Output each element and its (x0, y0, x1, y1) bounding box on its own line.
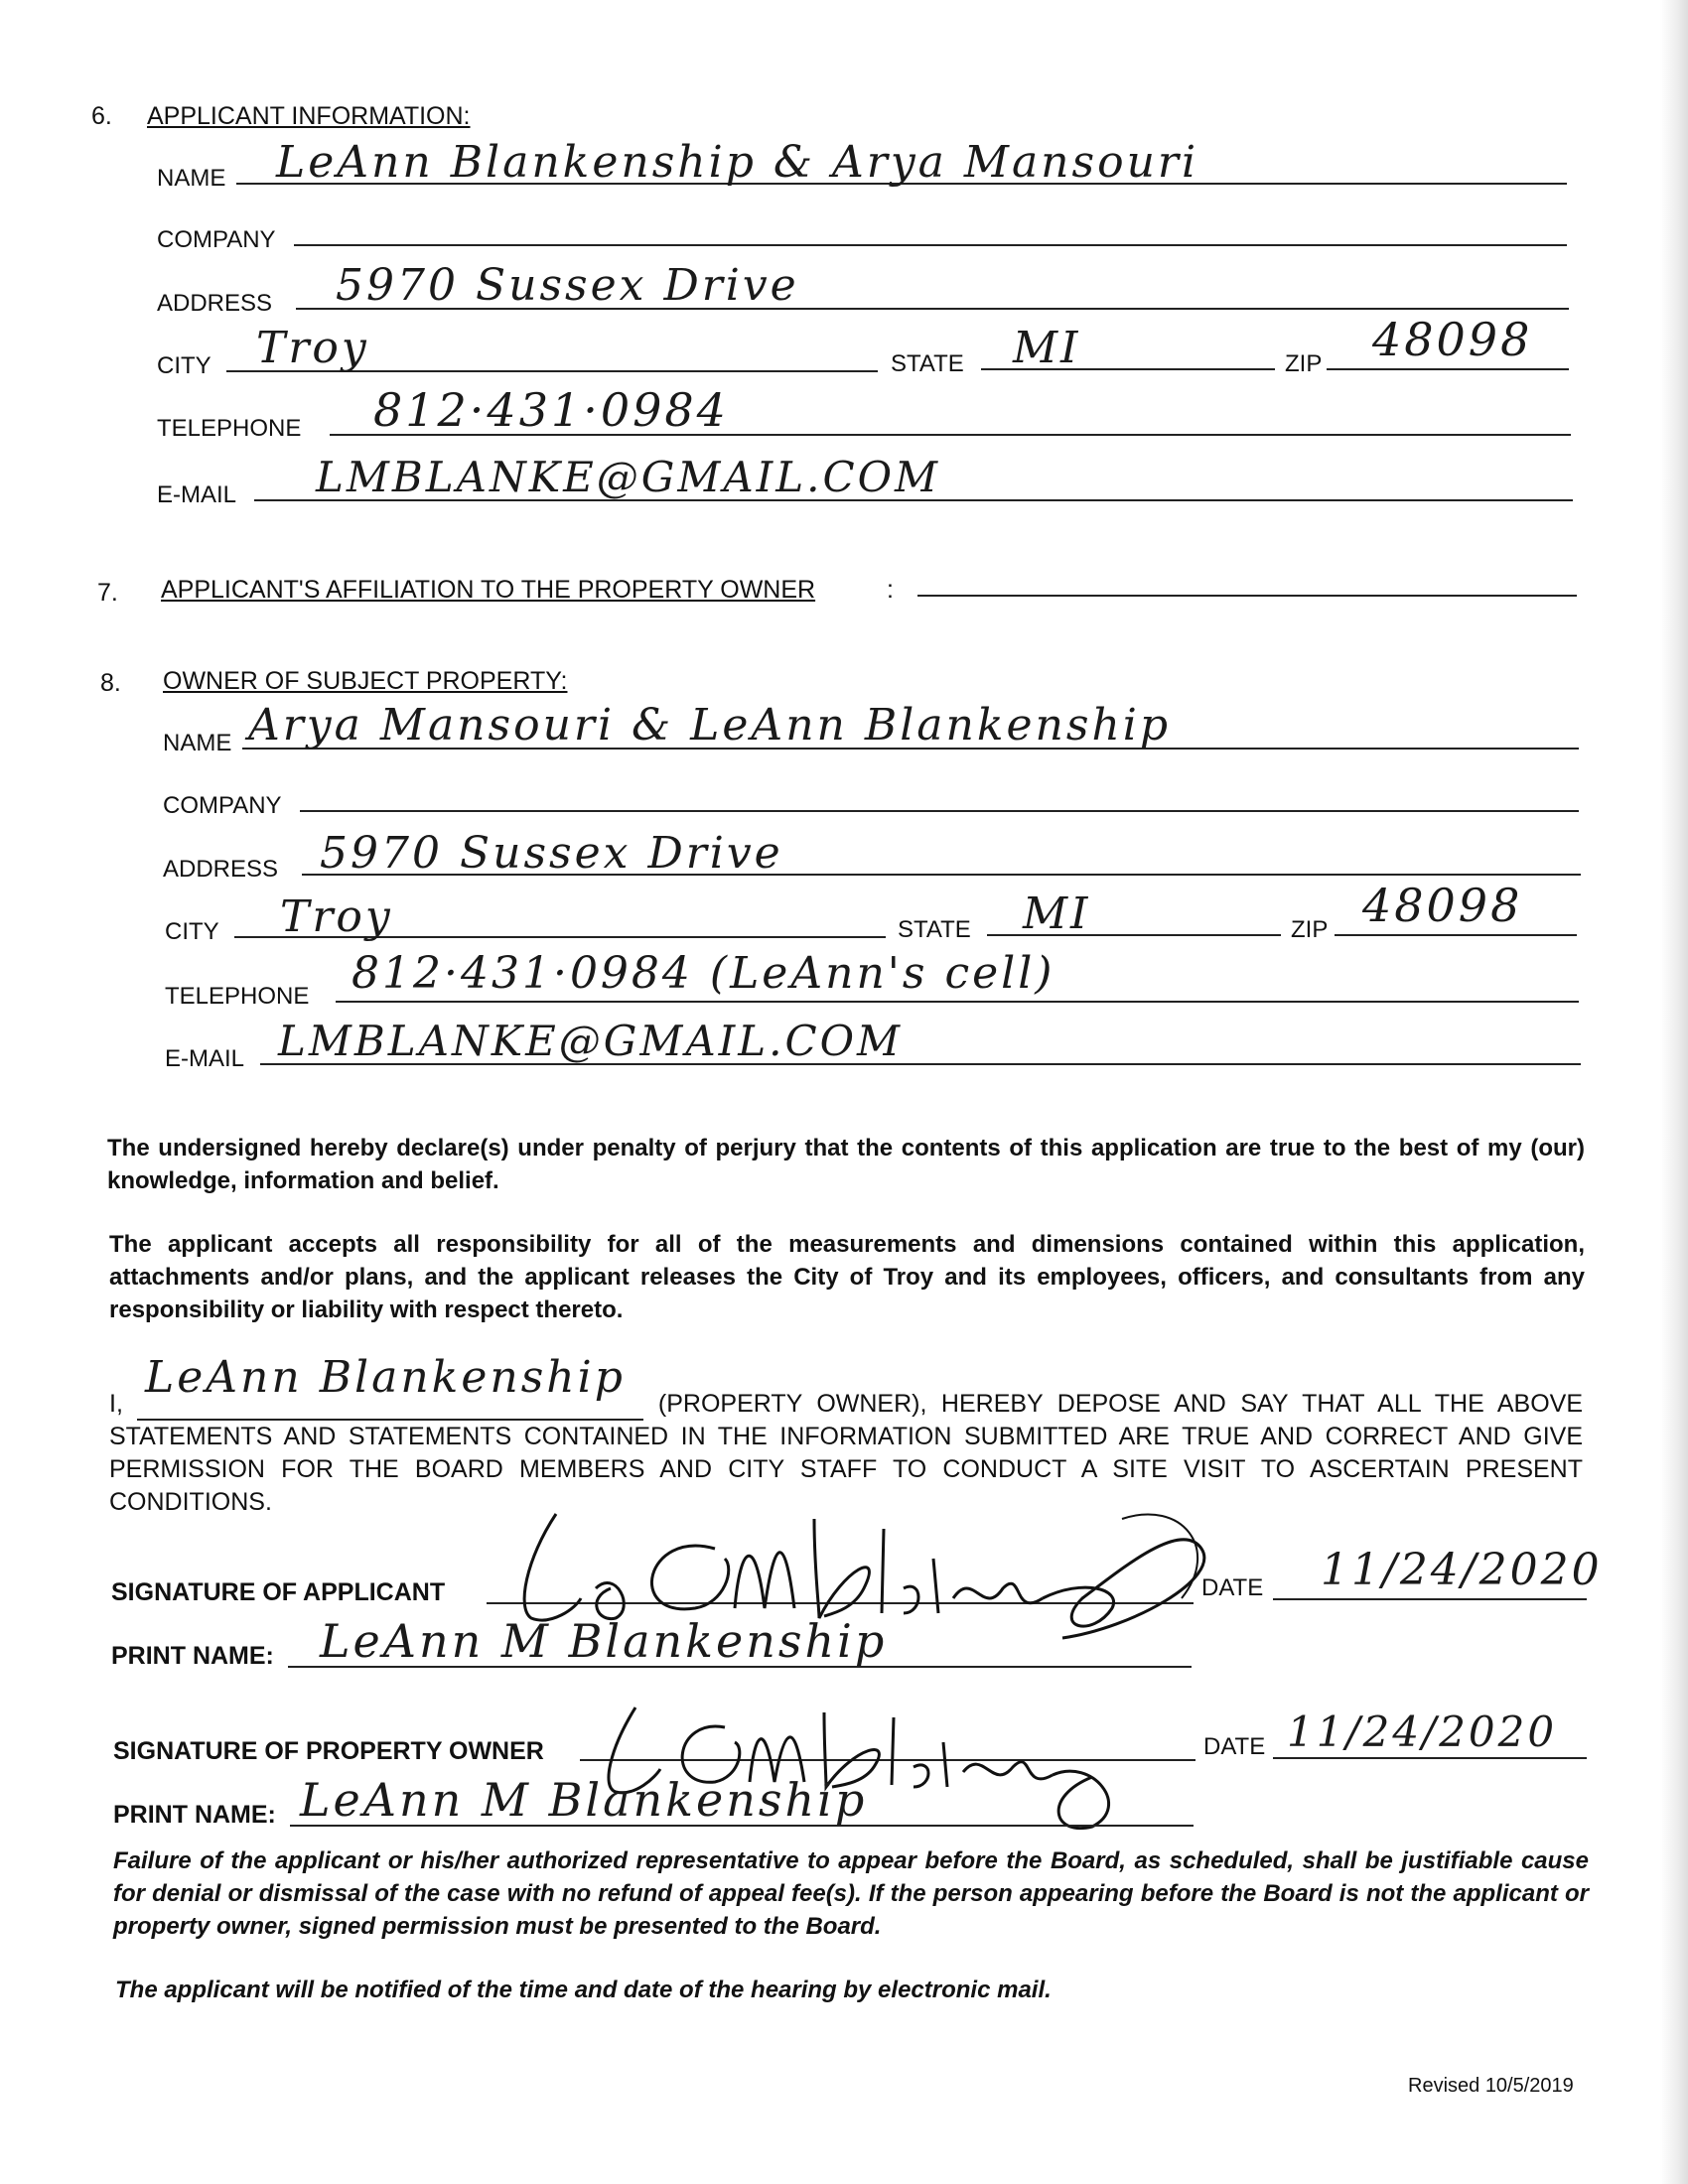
section-7-colon: : (887, 576, 894, 604)
owner-date-field[interactable]: 11/24/2020 (1287, 1707, 1558, 1756)
owner-telephone-label: TELEPHONE (165, 983, 310, 1010)
applicant-print-label: PRINT NAME: (111, 1642, 274, 1670)
applicant-email-field[interactable]: LMBLANKE@GMAIL.COM (316, 453, 941, 501)
applicant-signature-label: SIGNATURE OF APPLICANT (111, 1578, 446, 1606)
owner-company-label: COMPANY (163, 792, 282, 819)
owner-name-field[interactable]: Arya Mansouri & LeAnn Blankenship (248, 700, 1172, 751)
owner-address-label: ADDRESS (163, 856, 279, 883)
applicant-city-field[interactable]: Troy (256, 323, 369, 373)
applicant-city-label: CITY (157, 352, 211, 379)
certification-prefix: I, (109, 1390, 123, 1418)
owner-signature-label: SIGNATURE OF PROPERTY OWNER (113, 1737, 544, 1765)
applicant-zip-label: ZIP (1285, 350, 1323, 377)
owner-email-label: E-MAIL (165, 1045, 245, 1072)
responsibility-declaration: The applicant accepts all responsibility for all of the measurements and dimensions contained within this application, attachments and/or plans, and the applicant releases the City of Troy and its employees, officers, and consultants from any responsibility or liability with respect thereto. (109, 1231, 1585, 1323)
failure-notice: Failure of the applicant or his/her authorized representative to appear before the Board, as scheduled, shall be justifiable cause for denial or dismissal of the case with no refund of appeal fee(s). If the person appearing before the Board is not the applicant or property owner, signed permission must be presented to the Board. (113, 1847, 1589, 1940)
applicant-name-label: NAME (157, 165, 226, 192)
scan-edge (1660, 0, 1688, 2184)
perjury-declaration: The undersigned hereby declare(s) under penalty of perjury that the contents of this application are true to the best of my (our) knowledge, information and belief. (107, 1135, 1585, 1194)
revised-date: Revised 10/5/2019 (1408, 2075, 1574, 2097)
certification-name-field[interactable]: LeAnn Blankenship (145, 1352, 626, 1403)
owner-zip-label: ZIP (1291, 916, 1329, 943)
owner-date-label: DATE (1203, 1733, 1266, 1760)
owner-telephone-field[interactable]: 812·431·0984 (LeAnn's cell) (352, 948, 1055, 999)
applicant-date-line (1273, 1598, 1587, 1600)
applicant-date-field[interactable]: 11/24/2020 (1321, 1545, 1603, 1595)
owner-email-field[interactable]: LMBLANKE@GMAIL.COM (278, 1017, 904, 1065)
applicant-address-field[interactable]: 5970 Sussex Drive (336, 260, 799, 311)
owner-company-line (300, 810, 1579, 812)
applicant-address-label: ADDRESS (157, 290, 273, 317)
section-7-number: 7. (97, 579, 118, 607)
applicant-state-field[interactable]: MI (1013, 323, 1081, 373)
owner-name-label: NAME (163, 730, 232, 756)
owner-state-label: STATE (898, 916, 971, 943)
applicant-name-field[interactable]: LeAnn Blankenship & Arya Mansouri (276, 137, 1199, 188)
applicant-telephone-field[interactable]: 812·431·0984 (373, 383, 729, 437)
affiliation-line (917, 595, 1577, 597)
owner-zip-line (1335, 934, 1577, 936)
section-6-number: 6. (91, 102, 112, 130)
owner-city-field[interactable]: Troy (280, 891, 393, 942)
applicant-company-label: COMPANY (157, 226, 276, 253)
owner-zip-field[interactable]: 48098 (1362, 879, 1523, 932)
applicant-state-label: STATE (891, 350, 964, 377)
section-7-heading: APPLICANT'S AFFILIATION TO THE PROPERTY OWNER (161, 576, 816, 604)
owner-address-field[interactable]: 5970 Sussex Drive (320, 828, 783, 879)
owner-print-field[interactable]: LeAnn M Blankenship (300, 1773, 868, 1827)
applicant-print-field[interactable]: LeAnn M Blankenship (320, 1614, 888, 1668)
applicant-date-label: DATE (1201, 1574, 1264, 1601)
owner-state-field[interactable]: MI (1023, 888, 1091, 939)
owner-print-label: PRINT NAME: (113, 1801, 276, 1829)
applicant-email-label: E-MAIL (157, 481, 237, 508)
owner-city-label: CITY (165, 918, 219, 945)
section-8-heading: OWNER OF SUBJECT PROPERTY: (163, 667, 568, 695)
applicant-company-line (294, 244, 1567, 246)
notification-notice: The applicant will be notified of the time and date of the hearing by electronic mail. (115, 1977, 1052, 2003)
certification-text: (PROPERTY OWNER), HEREBY DEPOSE AND SAY THAT ALL THE ABOVE STATEMENTS AND STATEMENTS CONTAINED IN THE INFORMATION SUBMITTED ARE TRUE AND CORRECT AND GIVE PERMISSION FOR THE BOARD MEMBERS AND CITY STAFF TO CONDUCT A SITE VISIT TO ASCERTAIN PRESENT CONDITIONS. (109, 1390, 1584, 1516)
owner-telephone-line (336, 1001, 1579, 1003)
applicant-telephone-label: TELEPHONE (157, 415, 302, 442)
applicant-zip-line (1327, 368, 1569, 370)
section-8-number: 8. (100, 669, 121, 697)
section-6-heading: APPLICANT INFORMATION: (147, 102, 471, 130)
owner-date-line (1273, 1757, 1587, 1759)
applicant-zip-field[interactable]: 48098 (1372, 313, 1533, 366)
